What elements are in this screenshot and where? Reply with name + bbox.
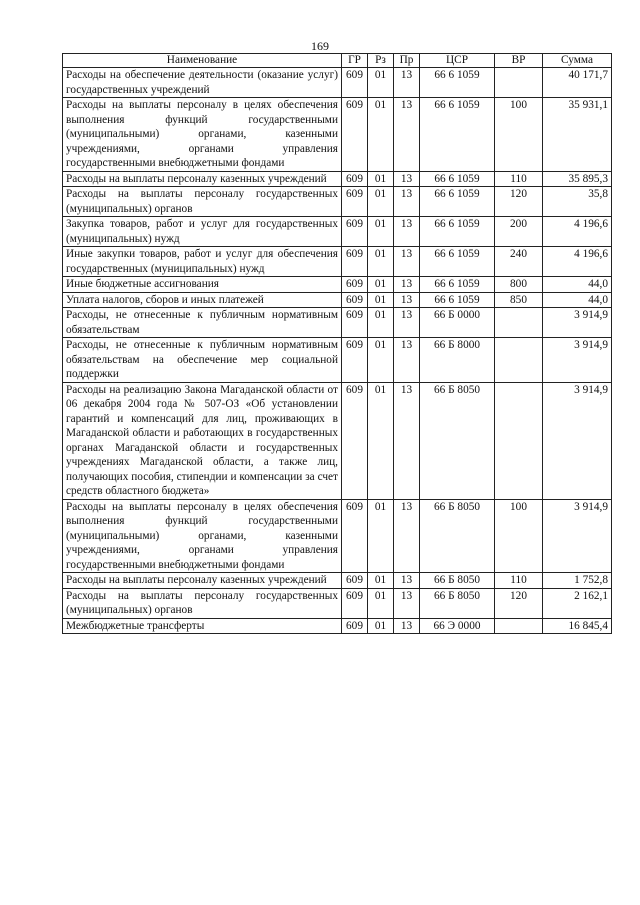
header-name: Наименование <box>63 54 342 68</box>
row-sum: 3 914,9 <box>543 499 612 573</box>
row-pr: 13 <box>394 68 420 98</box>
row-csr: 66 Б 8050 <box>420 499 495 573</box>
row-csr: 66 6 1059 <box>420 68 495 98</box>
row-csr: 66 Э 0000 <box>420 618 495 634</box>
row-csr: 66 6 1059 <box>420 247 495 277</box>
row-vr <box>495 308 543 338</box>
row-name: Межбюджетные трансферты <box>63 618 342 634</box>
row-csr: 66 6 1059 <box>420 292 495 308</box>
table-row <box>63 171 612 187</box>
row-vr: 850 <box>495 292 543 308</box>
row-name: Расходы на выплаты персоналу государственных (муниципальных) органов <box>63 187 342 217</box>
row-rz: 01 <box>368 217 394 247</box>
header-rz: Рз <box>368 54 394 68</box>
row-pr: 13 <box>394 187 420 217</box>
row-pr: 13 <box>394 308 420 338</box>
table-row <box>63 338 612 383</box>
row-vr: 110 <box>495 573 543 589</box>
row-name: Расходы на выплаты персоналу казенных учреждений <box>63 573 342 589</box>
row-sum: 16 845,4 <box>543 618 612 634</box>
row-pr: 13 <box>394 217 420 247</box>
row-csr: 66 6 1059 <box>420 277 495 293</box>
row-gr: 609 <box>342 187 368 217</box>
row-name: Уплата налогов, сборов и иных платежей <box>63 292 342 308</box>
row-rz: 01 <box>368 499 394 573</box>
row-vr: 100 <box>495 98 543 172</box>
row-pr: 13 <box>394 573 420 589</box>
row-csr: 66 Б 8050 <box>420 588 495 618</box>
header-sum: Сумма <box>543 54 612 68</box>
row-pr: 13 <box>394 382 420 499</box>
row-pr: 13 <box>394 277 420 293</box>
row-csr: 66 Б 0000 <box>420 308 495 338</box>
row-name: Расходы, не отнесенные к публичным нормативным обязательствам на обеспечение мер социальной поддержки <box>63 338 342 383</box>
row-pr: 13 <box>394 588 420 618</box>
row-vr: 120 <box>495 588 543 618</box>
row-gr: 609 <box>342 573 368 589</box>
row-sum: 40 171,7 <box>543 68 612 98</box>
row-rz: 01 <box>368 171 394 187</box>
row-gr: 609 <box>342 588 368 618</box>
row-name: Расходы на выплаты персоналу в целях обеспечения выполнения функций государственными (муниципальными) органами, казенными учреждениями, органами управления государственными внебюджетными фондами <box>63 98 342 172</box>
table-row <box>63 277 612 293</box>
row-gr: 609 <box>342 292 368 308</box>
row-vr <box>495 338 543 383</box>
table-header <box>63 54 612 68</box>
row-name: Иные бюджетные ассигнования <box>63 277 342 293</box>
row-rz: 01 <box>368 573 394 589</box>
header-gr: ГР <box>342 54 368 68</box>
row-csr: 66 6 1059 <box>420 98 495 172</box>
table-row <box>63 68 612 98</box>
table-row <box>63 187 612 217</box>
table-row <box>63 98 612 172</box>
row-name: Закупка товаров, работ и услуг для государственных (муниципальных) нужд <box>63 217 342 247</box>
table-body <box>63 68 612 634</box>
table-row <box>63 618 612 634</box>
table-row <box>63 217 612 247</box>
row-gr: 609 <box>342 308 368 338</box>
header-row <box>63 54 612 68</box>
row-sum: 44,0 <box>543 292 612 308</box>
row-sum: 4 196,6 <box>543 247 612 277</box>
row-rz: 01 <box>368 588 394 618</box>
row-gr: 609 <box>342 247 368 277</box>
row-pr: 13 <box>394 171 420 187</box>
row-gr: 609 <box>342 98 368 172</box>
row-pr: 13 <box>394 618 420 634</box>
row-gr: 609 <box>342 277 368 293</box>
table-row <box>63 292 612 308</box>
row-rz: 01 <box>368 382 394 499</box>
table-row <box>63 588 612 618</box>
row-rz: 01 <box>368 247 394 277</box>
row-gr: 609 <box>342 499 368 573</box>
row-vr: 240 <box>495 247 543 277</box>
row-vr <box>495 618 543 634</box>
row-name: Расходы на выплаты персоналу в целях обеспечения выполнения функций государственными (муниципальными) органами, казенными учреждениями, органами управления государственными внебюджетными фондами <box>63 499 342 573</box>
row-rz: 01 <box>368 308 394 338</box>
page-number: 169 <box>311 39 329 53</box>
header-pr: Пр <box>394 54 420 68</box>
table-row <box>63 382 612 499</box>
row-name: Расходы на выплаты персоналу государственных (муниципальных) органов <box>63 588 342 618</box>
row-pr: 13 <box>394 338 420 383</box>
row-rz: 01 <box>368 338 394 383</box>
row-name: Расходы на реализацию Закона Магаданской области от 06 декабря 2004 года № 507-ОЗ «Об установлении гарантий и компенсаций для лиц, проживающих в Магаданской области и работающих в государственных органах Магаданской области и государственных учреждениях Магаданской области, а также лиц, получающих пособия, стипендии и компенсации за счет средств областного бюджета» <box>63 382 342 499</box>
row-vr: 100 <box>495 499 543 573</box>
row-sum: 1 752,8 <box>543 573 612 589</box>
row-vr: 200 <box>495 217 543 247</box>
row-sum: 3 914,9 <box>543 308 612 338</box>
table-row <box>63 573 612 589</box>
header-vr: ВР <box>495 54 543 68</box>
row-rz: 01 <box>368 98 394 172</box>
row-rz: 01 <box>368 292 394 308</box>
row-sum: 3 914,9 <box>543 382 612 499</box>
row-csr: 66 Б 8050 <box>420 382 495 499</box>
row-sum: 2 162,1 <box>543 588 612 618</box>
row-vr <box>495 382 543 499</box>
row-name: Расходы, не отнесенные к публичным нормативным обязательствам <box>63 308 342 338</box>
header-csr: ЦСР <box>420 54 495 68</box>
row-csr: 66 Б 8000 <box>420 338 495 383</box>
row-rz: 01 <box>368 187 394 217</box>
row-pr: 13 <box>394 98 420 172</box>
row-rz: 01 <box>368 68 394 98</box>
row-gr: 609 <box>342 217 368 247</box>
row-vr: 120 <box>495 187 543 217</box>
row-sum: 3 914,9 <box>543 338 612 383</box>
row-pr: 13 <box>394 499 420 573</box>
row-sum: 35,8 <box>543 187 612 217</box>
row-sum: 4 196,6 <box>543 217 612 247</box>
row-vr: 110 <box>495 171 543 187</box>
row-name: Иные закупки товаров, работ и услуг для обеспечения государственных (муниципальных) нужд <box>63 247 342 277</box>
budget-table <box>62 53 612 634</box>
row-rz: 01 <box>368 618 394 634</box>
row-sum: 44,0 <box>543 277 612 293</box>
table-row <box>63 247 612 277</box>
row-gr: 609 <box>342 618 368 634</box>
row-csr: 66 6 1059 <box>420 171 495 187</box>
row-gr: 609 <box>342 68 368 98</box>
row-vr: 800 <box>495 277 543 293</box>
row-csr: 66 Б 8050 <box>420 573 495 589</box>
row-sum: 35 931,1 <box>543 98 612 172</box>
table-row <box>63 308 612 338</box>
row-gr: 609 <box>342 338 368 383</box>
row-name: Расходы на выплаты персоналу казенных учреждений <box>63 171 342 187</box>
row-gr: 609 <box>342 382 368 499</box>
row-vr <box>495 68 543 98</box>
table-row <box>63 499 612 573</box>
row-rz: 01 <box>368 277 394 293</box>
row-pr: 13 <box>394 247 420 277</box>
row-gr: 609 <box>342 171 368 187</box>
row-csr: 66 6 1059 <box>420 217 495 247</box>
row-sum: 35 895,3 <box>543 171 612 187</box>
row-csr: 66 6 1059 <box>420 187 495 217</box>
row-pr: 13 <box>394 292 420 308</box>
row-name: Расходы на обеспечение деятельности (оказание услуг) государственных учреждений <box>63 68 342 98</box>
